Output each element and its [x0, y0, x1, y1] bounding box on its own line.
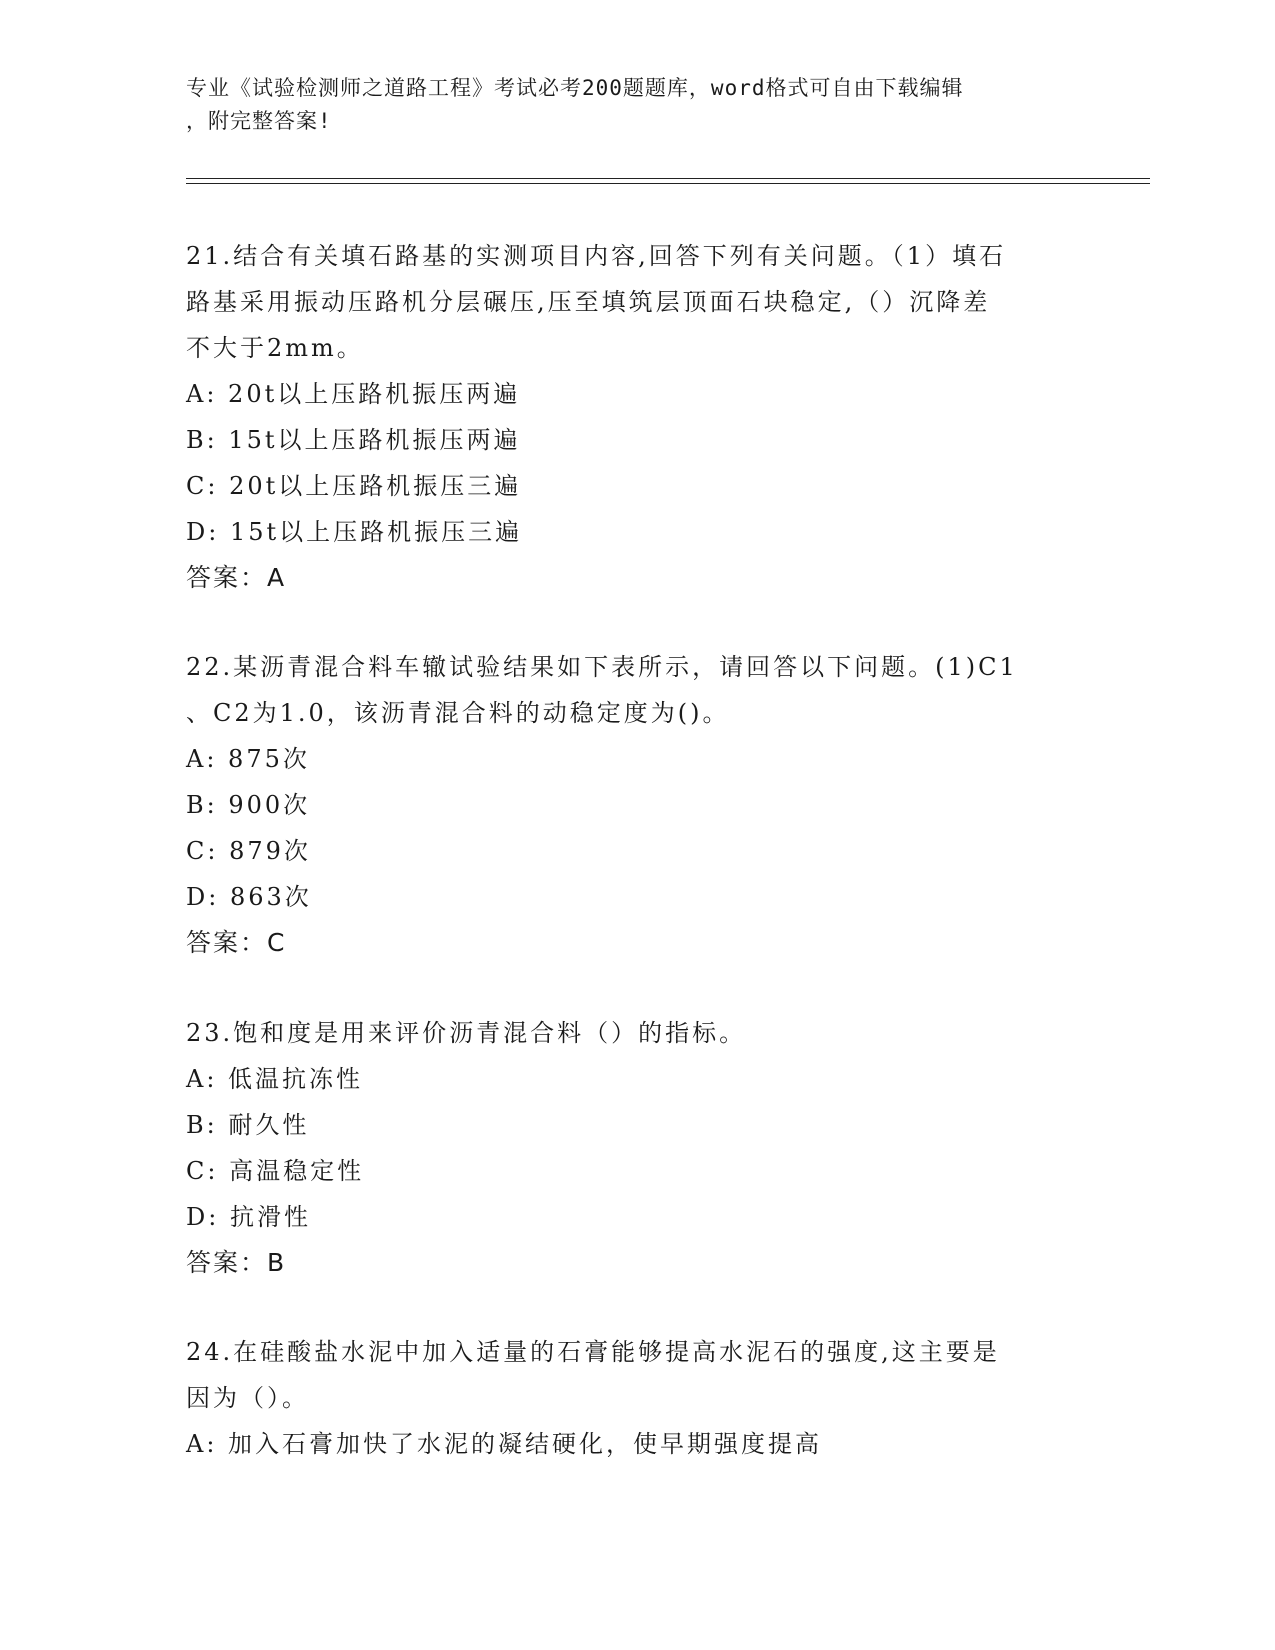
question-stem-line: 因为（）。 — [186, 1384, 309, 1412]
option-d: D: 15t以上压路机振压三遍 — [186, 518, 523, 546]
question-23 — [186, 1010, 1086, 1286]
question-24 — [186, 1329, 1086, 1467]
option-b: B: 900次 — [186, 791, 311, 819]
option-d: D: 863次 — [186, 883, 312, 911]
header-line-1: 专业《试验检测师之道路工程》考试必考200题题库，word格式可自由下载编辑 — [186, 76, 964, 100]
option-a: A: 875次 — [186, 745, 310, 773]
answer: 答案：B — [186, 1248, 287, 1277]
question-stem-line: 22.某沥青混合料车辙试验结果如下表所示，请回答以下问题。(1)C1 — [186, 653, 1018, 681]
answer: 答案：A — [186, 563, 287, 592]
document-header — [186, 72, 1086, 138]
question-stem-line: 路基采用振动压路机分层碾压,压至填筑层顶面石块稳定,（）沉降差 — [186, 288, 991, 316]
answer: 答案：C — [186, 928, 287, 957]
question-stem-line: 21.结合有关填石路基的实测项目内容,回答下列有关问题。（1）填石 — [186, 242, 1007, 270]
question-stem-line: 不大于2mm。 — [186, 334, 364, 362]
option-d: D: 抗滑性 — [186, 1203, 311, 1231]
question-stem-line: 24.在硅酸盐水泥中加入适量的石膏能够提高水泥石的强度,这主要是 — [186, 1338, 1000, 1366]
header-divider-top — [186, 178, 1150, 179]
option-a: A: 20t以上压路机振压两遍 — [186, 380, 521, 408]
option-a: A: 低温抗冻性 — [186, 1065, 364, 1093]
question-22 — [186, 644, 1086, 966]
question-stem-line: 23.饱和度是用来评价沥青混合料（）的指标。 — [186, 1019, 747, 1047]
question-stem-line: 、C2为1.0，该沥青混合料的动稳定度为()。 — [186, 699, 730, 727]
header-divider-bottom — [186, 183, 1150, 184]
option-b: B: 15t以上压路机振压两遍 — [186, 426, 521, 454]
option-b: B: 耐久性 — [186, 1111, 310, 1139]
header-line-2: ，附完整答案! — [186, 109, 332, 133]
option-c: C: 高温稳定性 — [186, 1157, 365, 1185]
option-a: A: 加入石膏加快了水泥的凝结硬化，使早期强度提高 — [186, 1430, 823, 1458]
question-21 — [186, 233, 1086, 601]
option-c: C: 879次 — [186, 837, 311, 865]
option-c: C: 20t以上压路机振压三遍 — [186, 472, 522, 500]
